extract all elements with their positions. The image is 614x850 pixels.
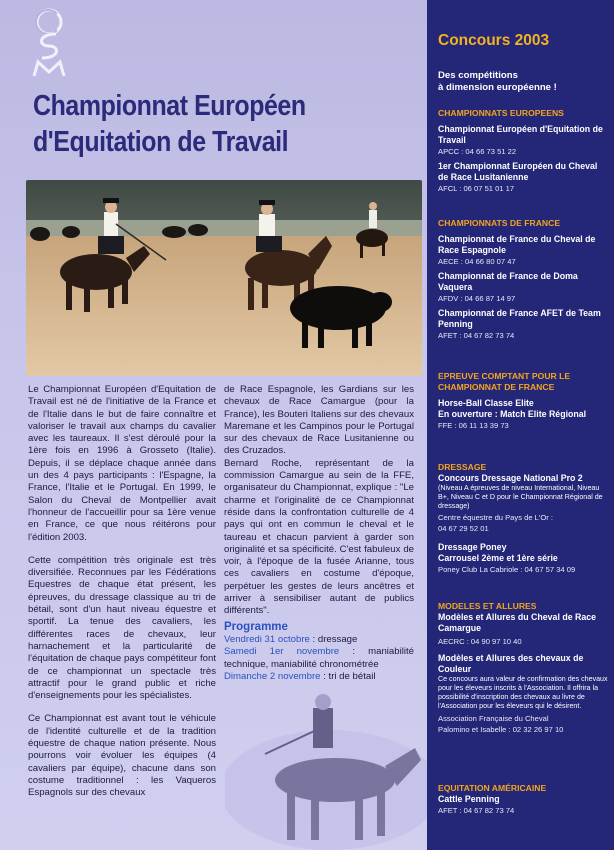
programme-text-3: : tri de bétail — [320, 670, 376, 682]
event-phone: AECRC : 04 90 97 10 40 — [438, 637, 522, 646]
paragraph-competition: Cette compétition très originale est très diversifiée. Reconnues par les Fédérations Equestres de chaque état présent, les épreuves, du dressage classique au tri de bétail, sont d'un haut niveau équestre et sportif. La tenue des cavaliers, les différentes races de chevaux, leur harnachement et la particularité de l'équitation de chaque pays compétiteur font de ce championnat un spectacle très attractif pour le grand public et riche d'enseignements pour les spécialistes. — [28, 554, 216, 702]
event-phone: AFDV : 04 66 87 14 97 — [438, 294, 516, 303]
programme-line-1 — [224, 634, 414, 646]
programme-text-2: : maniabilité technique, maniabilité chronométrée — [224, 646, 414, 670]
sidebar-title: Concours 2003 — [438, 32, 550, 49]
event-organizer: Centre équestre du Pays de L'Or : — [438, 513, 553, 522]
event-note: Ce concours aura valeur de confirmation des chevaux pour les éleveurs inscrits à l'Association. Il offrira la possibilité d'inscription des chevaux au livre de l'Association pour les éleveurs qui le désirent. — [438, 675, 608, 710]
event-phone: AFET : 04 67 82 73 74 — [438, 806, 515, 815]
event-title: Championnat Européen d'Equitation de Travail — [438, 124, 603, 145]
programme-date-3: Dimanche 2 novembre — [224, 670, 321, 682]
title-line-1: Championnat Européen — [33, 90, 306, 122]
programme-line-3 — [224, 671, 414, 683]
paragraph-races: de Race Espagnole, les Gardians sur les chevaux de Race Camargue (pour la France), les Bouteri Italiens sur des chevaux Maremane et les Campinos pour le Portugal sur des chevaux de Race Lusitanienne ou des Cruzados. — [224, 384, 414, 457]
section-heading: CHAMPIONNATS EUROPEENS — [438, 108, 564, 118]
programme-text-1: : dressage — [309, 633, 358, 645]
title-line-2: d'Equitation de Travail — [33, 126, 289, 158]
event-phone: APCC : 04 66 73 51 22 — [438, 147, 517, 156]
programme-title: Programme — [224, 620, 288, 633]
arena-photo — [26, 180, 422, 376]
event-title: Modèles et Allures des chevaux de Couleur — [438, 653, 584, 674]
event-phone: Poney Club La Cabriole : 04 67 57 34 09 — [438, 565, 576, 574]
sidebar-subtitle-line-1: Des compétitions — [438, 70, 518, 81]
event-title: Dressage Poney — [438, 542, 507, 552]
section-championnats-europeens — [438, 108, 610, 194]
programme-date-1: Vendredi 31 octobre — [224, 633, 310, 645]
event-title: Horse-Ball Classe Elite — [438, 398, 534, 408]
section-heading: MODELES ET ALLURES — [438, 601, 537, 611]
section-modeles-et-allures — [438, 601, 610, 735]
event-title: Championnat de France AFET de Team Penning — [438, 308, 601, 329]
section-championnats-de-france — [438, 218, 610, 341]
section-equitation-americaine — [438, 783, 610, 816]
sidebar-subtitle — [438, 70, 608, 94]
section-heading: EQUITATION AMÉRICAINE — [438, 783, 547, 793]
event-title: Cattle Penning — [438, 794, 500, 804]
event-phone: Palomino et Isabelle : 02 32 26 97 10 — [438, 725, 564, 734]
event-title: Championnat de France du Cheval de Race Espagnole — [438, 234, 596, 255]
page-title — [33, 88, 360, 160]
event-title: Concours Dressage National Pro 2 — [438, 473, 583, 483]
paragraph-intro: Le Championnat Européen d'Equitation de Travail est né de l'initiative de la France et de l'Italie dans le but de faire connaître et valoriser le travail aux champs du cavalier avec les taureaux. Il s'est déroulé pour la 1ère fois en 1996 à Grosseto (Italie). Depuis, il se déplace chaque année dans un des 4 pays participants : l'Espagne, la France, l'Italie et le Portugal. En 1999, le Salon du Cheval de Montpellier avait l'honneur de l'accueillir pour sa 1ère venue en France, ce que nous réitérons pour l'édition 2003. — [28, 384, 216, 543]
event-phone: AECE : 04 66 80 07 47 — [438, 257, 516, 266]
paragraph-quote: Bernard Roche, représentant de la commission Camargue au sein de la FFE, organisateur du Championnat, explique : "Le charme et l'originalité de ce Championnat réside dans la confrontation culturelle de 4 pays qui ont en commun le cheval et le taureau et chacun parvient à garder son originalité et sa spécificité. C'est fabuleux de voir, à l'époque de la fusée Arianne, tous ces cavaliers en costume d'époque, perpétuer les gestes de leurs ancêtres et arriver à sensibiliser autant de publics différents". — [224, 457, 414, 617]
sidebar-concours — [427, 0, 614, 850]
event-organizer: Association Française du Cheval — [438, 714, 549, 723]
vaquero-photo — [225, 690, 435, 850]
article-column-2 — [224, 384, 414, 683]
section-epreuve-comptant — [438, 371, 610, 431]
section-heading: DRESSAGE — [438, 462, 487, 472]
section-heading: EPREUVE COMPTANT POUR LE CHAMPIONNAT DE FRANCE — [438, 371, 571, 392]
event-note: (Niveau A épreuves de niveau International, Niveau B+, Niveau C et D pour le Championnat Régional de dressage) — [438, 484, 603, 510]
event-subtitle: Carrousel 2ème et 1ère série — [438, 553, 558, 563]
event-phone: FFE : 06 11 13 39 73 — [438, 421, 509, 430]
csm-logo — [26, 6, 72, 78]
event-phone: 04 67 29 52 01 — [438, 524, 489, 533]
article-column-1 — [28, 384, 216, 800]
programme-line-2 — [224, 646, 414, 671]
section-dressage — [438, 462, 610, 575]
event-title: Championnat de France de Doma Vaquera — [438, 271, 578, 292]
event-subtitle: En ouverture : Match Elite Régional — [438, 409, 587, 419]
event-phone: AFET : 04 67 82 73 74 — [438, 331, 515, 340]
section-heading: CHAMPIONNATS DE FRANCE — [438, 218, 561, 228]
sidebar-subtitle-line-2: à dimension européenne ! — [438, 82, 557, 93]
paragraph-identity: Ce Championnat est avant tout le véhicule de l'identité culturelle et de la tradition équestre de chaque nation présente. Nous pourrons voir évoluer les équipes (4 cavaliers par équipe), chacune dans son costume traditionnel : les Vaqueros Espagnols sur des chevaux — [28, 713, 216, 799]
event-phone: AFCL : 06 07 51 01 17 — [438, 184, 515, 193]
programme-date-2: Samedi 1er novembre — [224, 646, 340, 658]
event-title: Modèles et Allures du Cheval de Race Camargue — [438, 612, 597, 633]
event-title: 1er Championnat Européen du Cheval de Race Lusitanienne — [438, 161, 598, 182]
